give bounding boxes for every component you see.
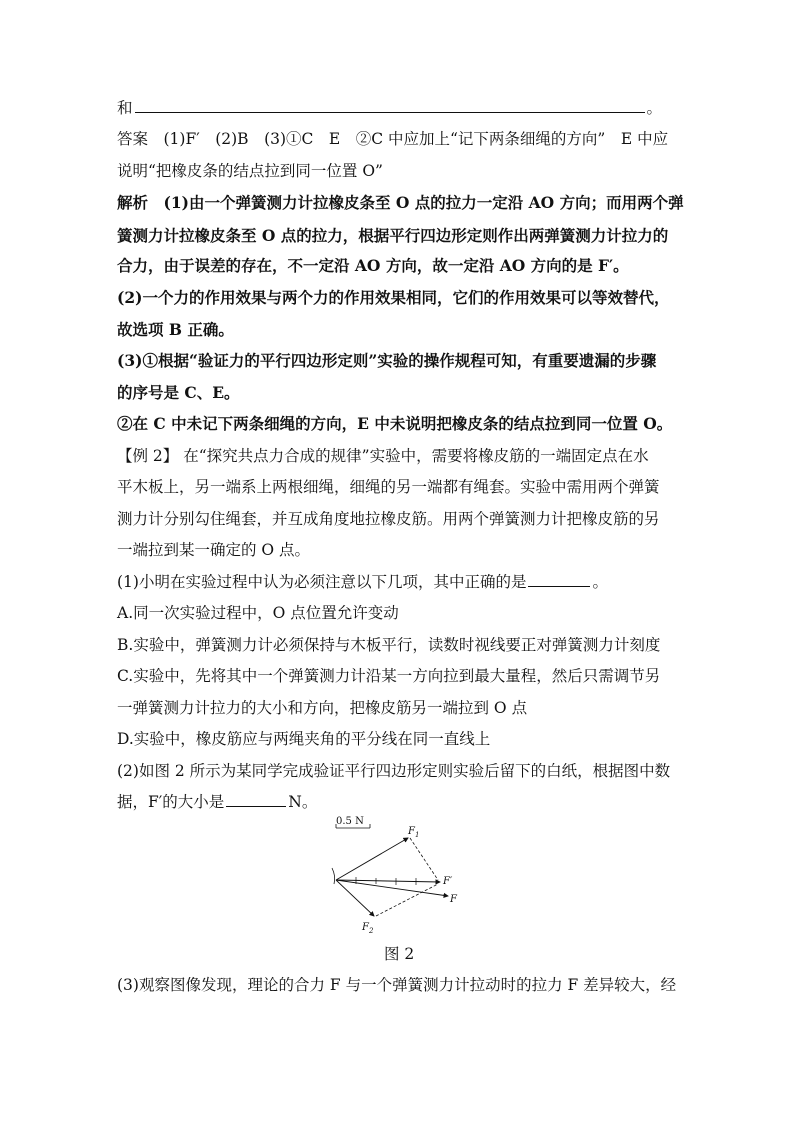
vector-f2	[336, 880, 374, 916]
answer-blank[interactable]	[528, 572, 590, 587]
text: 据，F′的大小是	[117, 793, 225, 811]
question-3: (3)观察图像发现，理论的合力 F 与一个弹簧测力计拉动时的拉力 F 差异较大，经	[117, 976, 677, 994]
label-f-prime: F′	[443, 876, 453, 887]
question-2-line-1: (2)如图 2 所示为某同学完成验证平行四边形定则实验后留下的白纸，根据图中数	[117, 762, 671, 780]
example-line-2: 平木板上，另一端系上两根细绳，细绳的另一端都有绳套。实验中需用两个弹簧	[117, 478, 660, 496]
option-d: D.实验中，橡皮筋应与两绳夹角的平分线在同一直线上	[117, 730, 491, 748]
text: 和	[117, 99, 133, 117]
answer-blank[interactable]	[135, 98, 645, 113]
text-line-blank	[117, 98, 662, 118]
label-f2: $F_2$	[362, 922, 374, 935]
answer-line-2: 说明“把橡皮条的结点拉到同一位置 O”	[117, 162, 383, 180]
vector-f1	[336, 838, 408, 880]
label-f: F	[450, 894, 457, 905]
analysis-line-8: ②在 C 中未记下两条细绳的方向，E 中未说明把橡皮条的结点拉到同一位置 O。	[117, 414, 673, 433]
option-c-line-1: C.实验中，先将其中一个弹簧测力计沿某一方向拉到最大量程，然后只需调节另	[117, 667, 661, 685]
analysis-line-2: 簧测力计拉橡皮条至 O 点的拉力，根据平行四边形定则作出两弹簧测力计拉力的	[117, 226, 669, 245]
origin-curve	[332, 868, 335, 884]
text: 。	[646, 99, 663, 117]
figure-caption: 图 2	[384, 945, 415, 963]
dashed-side-2	[376, 884, 438, 916]
analysis-line-4: (2)一个力的作用效果与两个力的作用效果相同，它们的作用效果可以等效替代，	[117, 288, 670, 307]
text: (1)小明在实验过程中认为必须注意以下几项，其中正确的是	[117, 573, 527, 591]
example-line-3: 测力计分别勾住绳套，并互成角度地拉橡皮筋。用两个弹簧测力计把橡皮筋的另	[117, 510, 660, 528]
example-line-4: 一端拉到某一确定的 O 点。	[117, 541, 311, 559]
force-diagram	[330, 812, 470, 938]
analysis-line-3: 合力，由于误差的存在，不一定沿 AO 方向，故一定沿 AO 方向的是 F′。	[117, 256, 629, 275]
vector-f-prime	[336, 880, 440, 882]
force-diagram-svg	[330, 812, 470, 938]
analysis-line-6: (3)①根据“验证力的平行四边形定则”实验的操作规程可知，有重要遗漏的步骤	[117, 351, 657, 370]
scale-label: 0.5 N	[336, 816, 364, 827]
option-a: A.同一次实验过程中，O 点位置允许变动	[117, 604, 399, 622]
answer-blank[interactable]	[226, 792, 286, 807]
analysis-line-5: 故选项 B 正确。	[117, 320, 234, 339]
text: 。	[592, 573, 608, 591]
vector-f	[336, 880, 448, 896]
example-line-1: 【例 2】 在“探究共点力合成的规律”实验中，需要将橡皮筋的一端固定点在水	[117, 447, 649, 465]
question-2-line-2	[117, 792, 317, 812]
dashed-side-1	[410, 838, 438, 880]
option-b: B.实验中，弹簧测力计必须保持与木板平行，读数时视线要正对弹簧测力计刻度	[117, 636, 661, 654]
analysis-line-7: 的序号是 C、E。	[117, 383, 240, 402]
label-f1: $F_1$	[408, 826, 420, 839]
analysis-line-1: 解析 (1)由一个弹簧测力计拉橡皮条至 O 点的拉力一定沿 AO 方向；而用两个弹	[117, 193, 684, 212]
answer-line: 答案 (1)F′ (2)B (3)①C E ②C 中应加上“记下两条细绳的方向” E 中应	[117, 130, 669, 148]
question-1	[117, 572, 608, 592]
text: N。	[288, 793, 318, 811]
option-c-line-2: 一弹簧测力计拉力的大小和方向，把橡皮筋另一端拉到 O 点	[117, 699, 528, 717]
